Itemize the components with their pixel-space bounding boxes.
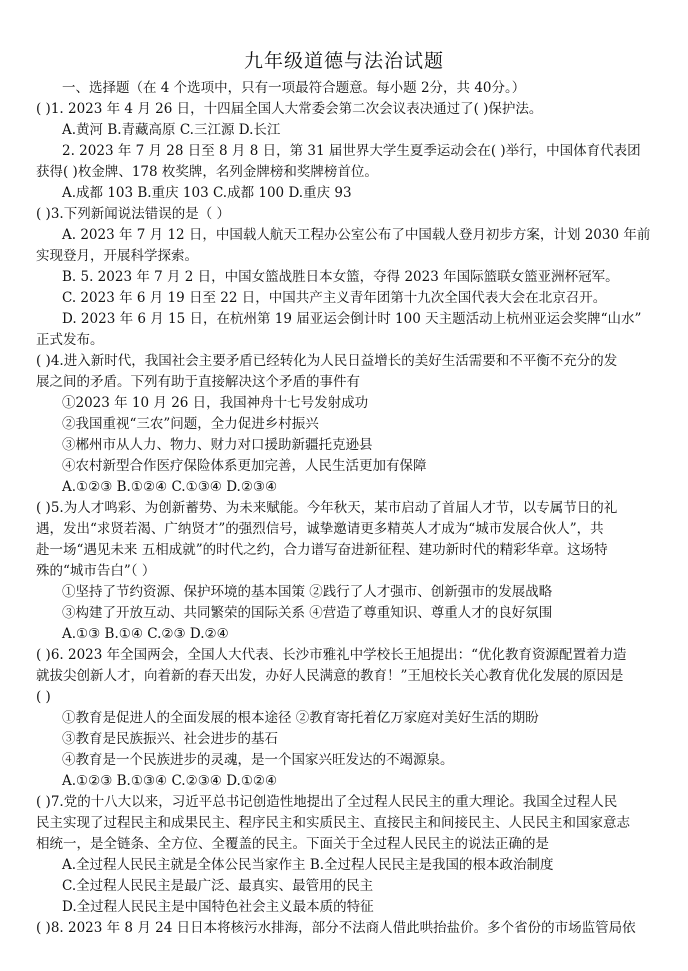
question-6-stem: ( )6. 2023 年全国两会，全国人大代表、长沙市雅礼中学校长王旭提出：“优化教育资源配置着力造 <box>36 647 627 663</box>
question-5-stem: ( )5.为人才鸣彩、为创新蓄势、为未来赋能。今年秋天，某市启动了首届人才节，以专属节日的礼 <box>36 500 618 516</box>
question-3-option-b: B. 5. 2023 年 7 月 2 日，中国女篮战胜日本女篮，夺得 2023 年国际篮联女篮亚洲杯冠军。 <box>62 269 619 285</box>
question-4-options: A.①②③ B.①②④ C.①③④ D.②③④ <box>62 479 278 495</box>
question-5-stem-cont-2: 赴一场“遇见未来 五相成就”的时代之约，合力谱写奋进新征程、建功新时代的精彩华章。这场特 <box>36 542 608 558</box>
question-5-items-1-2: ①坚持了节约资源、保护环境的基本国策 ②践行了人才强市、创新强市的发展战略 <box>62 584 553 600</box>
question-2-stem-cont: 获得( )枚金牌、178 枚奖牌，名列金牌榜和奖牌榜首位。 <box>36 164 378 180</box>
question-5-options: A.①③ B.①④ C.②③ D.②④ <box>62 626 229 642</box>
question-8-stem: ( )8. 2023 年 8 月 24 日日本将核污水排海，部分不法商人借此哄抬盐价。多个省份的市场监管局依 <box>36 920 636 936</box>
question-3-option-d-cont: 正式发布。 <box>36 332 104 348</box>
question-7-options-a-b: A.全过程人民民主就是全体公民当家作主 B.全过程人民民主是我国的根本政治制度 <box>62 857 554 873</box>
question-5-items-3-4: ③构建了开放互动、共同繁荣的国际关系 ④营造了尊重知识、尊重人才的良好氛围 <box>62 605 553 621</box>
question-3-option-a: A. 2023 年 7 月 12 日，中国载人航天工程办公室公布了中国载人登月初步方案，计划 2030 年前 <box>62 227 651 243</box>
question-7-option-d: D.全过程人民民主是中国特色社会主义最本质的特征 <box>62 899 374 915</box>
question-7-stem: ( )7.党的十八大以来，习近平总书记创造性地提出了全过程人民民主的重大理论。我国全过程人民 <box>36 794 618 810</box>
question-4-stem-cont: 展之间的矛盾。下列有助于直接解决这个矛盾的事件有 <box>36 374 360 390</box>
question-4-item-2: ②我国重视“三农”问题，全力促进乡村振兴 <box>62 416 319 432</box>
page-title: 九年级道德与法治试题 <box>243 50 444 72</box>
question-4-item-4: ④农村新型合作医疗保险体系更加完善，人民生活更加有保障 <box>62 458 427 474</box>
question-3-option-a-cont: 实现登月，开展科学探索。 <box>36 248 198 264</box>
question-7-stem-cont-1: 民主实现了过程民主和成果民主、程序民主和实质民主、直接民主和间接民主、人民民主和国家意志 <box>36 815 630 831</box>
question-6-items-1-2: ①教育是促进人的全面发展的根本途径 ②教育寄托着亿万家庭对美好生活的期盼 <box>62 710 539 726</box>
question-3-option-d: D. 2023 年 6 月 15 日，在杭州第 19 届亚运会倒计时 100 天主题活动上杭州亚运会奖牌“山水” <box>62 311 642 327</box>
question-4-item-3: ③郴州市从人力、物力、财力对口援助新疆托克逊县 <box>62 437 373 453</box>
question-2-options: A.成都 103 B.重庆 103 C.成都 100 D.重庆 93 <box>62 185 352 201</box>
question-5-stem-cont-1: 遇，发出“求贤若渴、广纳贤才”的强烈信号，诚挚邀请更多精英人才成为“城市发展合伙人”，共 <box>36 521 604 537</box>
question-6-stem-cont: 就拔尖创新人才，向着新的春天出发，办好人民满意的教育！”王旭校长关心教育优化发展的原因是 <box>36 668 624 684</box>
question-3-stem: ( )3.下列新闻说法错误的是（ ） <box>36 206 230 222</box>
question-6-options: A.①②③ B.①③④ C.②③④ D.①②④ <box>62 773 278 789</box>
question-1-stem: ( )1. 2023 年 4 月 26 日，十四届全国人大常委会第二次会议表决通过了( )保护法。 <box>36 101 543 117</box>
question-6-item-4: ④教育是一个民族进步的灵魂，是一个国家兴旺发达的不竭源泉。 <box>62 752 454 768</box>
question-1-options: A.黄河 B.青藏高原 C.三江源 D.长江 <box>62 122 281 138</box>
question-6-item-3: ③教育是民族振兴、社会进步的基石 <box>62 731 278 747</box>
question-7-option-c: C.全过程人民民主是最广泛、最真实、最管用的民主 <box>62 878 374 894</box>
question-6-answer-blank: ( ) <box>36 689 51 705</box>
question-5-stem-cont-3: 殊的“城市告白”（ ） <box>36 563 156 579</box>
question-7-stem-cont-2: 相统一，是全链条、全方位、全覆盖的民主。下面关于全过程人民民主的说法正确的是 <box>36 836 549 852</box>
question-3-option-c: C. 2023 年 6 月 19 日至 22 日，中国共产主义青年团第十九次全国代表大会在北京召开。 <box>62 290 607 306</box>
question-4-stem: ( )4.进入新时代，我国社会主要矛盾已经转化为人民日益增长的美好生活需要和不平衡不充分的发 <box>36 353 618 369</box>
section-heading: 一、选择题（在 4 个选项中，只有一项最符合题意。每小题 2分，共 40分。） <box>62 80 526 96</box>
question-2-stem: 2. 2023 年 7 月 28 日至 8 月 8 日，第 31 届世界大学生夏季运动会在( )举行，中国体育代表团 <box>62 143 641 159</box>
question-4-item-1: ①2023 年 10 月 26 日，我国神舟十七号发射成功 <box>62 395 369 411</box>
